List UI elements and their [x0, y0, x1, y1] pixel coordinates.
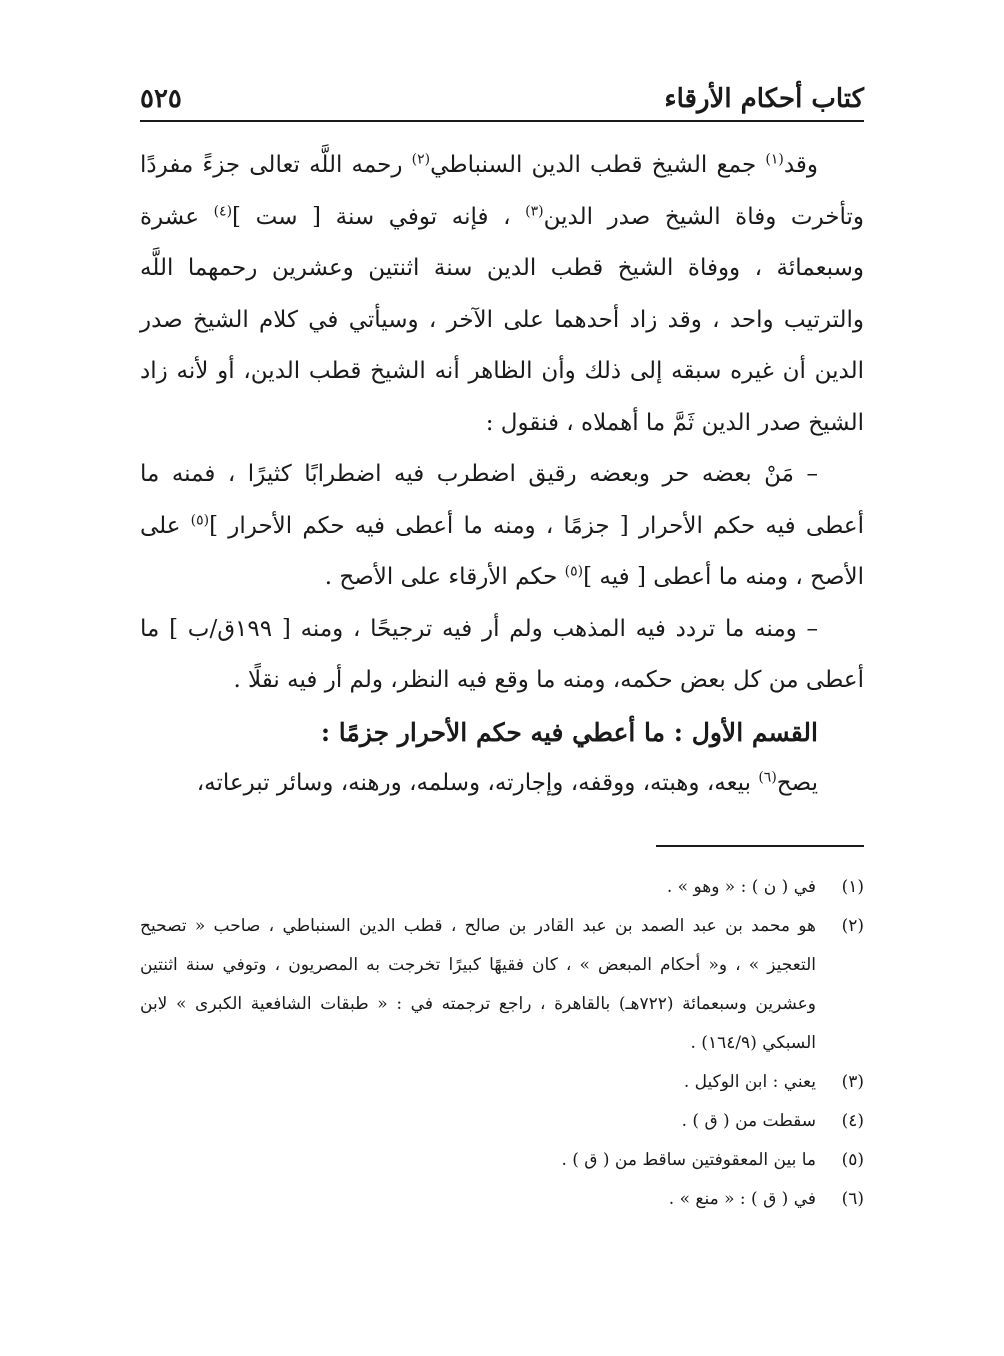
footnote-ref: (٦): [758, 769, 777, 786]
footnote-text: سقطت من ( ق ) .: [681, 1111, 816, 1131]
footnote-text: في ( ق ) : « منع » .: [668, 1189, 816, 1209]
text-span: وقد: [783, 152, 818, 178]
footnote-text: يعني : ابن الوكيل .: [683, 1072, 816, 1092]
main-text: [140, 140, 864, 810]
paragraph-1: [140, 140, 864, 449]
page-header: [140, 70, 864, 122]
page-number: ٥٢٥: [140, 84, 182, 114]
footnote-ref: (١): [765, 151, 784, 168]
footnote: [140, 907, 864, 1063]
footnote: [140, 1102, 864, 1141]
text-span: – مَنْ بعضه حر وبعضه رقيق اضطرب فيه اضطرابًا كثيرًا ، فمنه ما أعطى فيه حكم الأحرار [ جزمًا ، ومنه ما أعطى فيه حكم الأحرار ]: [140, 461, 864, 539]
footnote-ref: (٤): [213, 202, 233, 219]
footnote-separator: [656, 845, 864, 847]
text-span: يصح: [776, 770, 818, 796]
text-span: بيعه، وهبته، ووقفه، وإجارته، وسلمه، ورهنه، وسائر تبرعاته،: [196, 770, 759, 796]
footnotes: [140, 868, 864, 1219]
footnote-number: (٣): [841, 1072, 864, 1092]
text-span: رحمه اللَّه تعالى جزءً مفردًا وتأخرت وفاة الشيخ صدر الدين: [140, 152, 864, 230]
footnote-text: ما بين المعقوفتين ساقط من ( ق ) .: [561, 1150, 816, 1170]
footnote-number: (٢): [841, 916, 864, 936]
text-span: حكم الأرقاء على الأصح .: [324, 564, 565, 590]
paragraph-2: [140, 449, 864, 604]
footnote: [140, 1063, 864, 1102]
text-span: ، فإنه توفي سنة [ ست ]: [232, 203, 526, 230]
section-heading: القسم الأول : ما أعطي فيه حكم الأحرار جزمًا :: [320, 717, 818, 747]
text-span: عشرة وسبعمائة ، ووفاة الشيخ قطب الدين سنة اثنتين وعشرين رحمهما اللَّه والترتيب واحد ، وقد زاد أحدهما على الآخر ، وسيأتي في كلام الشيخ صدر الدين أن غيره سبقه إلى ذلك وأن الظاهر أنه الشيخ قطب الدين، أو لأنه زاد الشيخ صدر الدين ثَمَّ ما أهملاه ، فنقول :: [140, 203, 864, 436]
footnote: [140, 868, 864, 907]
footnote-ref: (٣): [525, 202, 544, 219]
footnote-text: هو محمد بن عبد الصمد بن عبد القادر بن صالح ، قطب الدين السنباطي ، صاحب « تصحيح التعجيز » ، و« أحكام المبعض » ، كان فقيهًا كبيرًا تخرجت به المصريون ، وتوفي سنة اثنتين وعشرين وسبعمائة (٧٢٢هـ) بالقاهرة ، راجع ترجمته في : « طبقات الشافعية الكبرى » لابن السبكي (١٦٤/٩) .: [140, 916, 816, 1053]
paragraph-3: – ومنه ما تردد فيه المذهب ولم أر فيه ترجيحًا ، ومنه [ ١٩٩ق/ب ] ما أعطى من كل بعض حكمه، ومنه ما وقع فيه النظر، ولم أر فيه نقلًا .: [140, 615, 864, 693]
paragraph-4: [140, 758, 864, 810]
footnote-number: (٤): [841, 1111, 864, 1131]
footnote-number: (١): [841, 877, 864, 897]
footnote: [140, 1180, 864, 1219]
footnote-ref: (٥): [190, 511, 210, 528]
footnote-ref: (٢): [411, 151, 431, 168]
text-span: على الأصح ، ومنه ما أعطى [ فيه ]: [140, 512, 864, 590]
footnote-ref: (٥): [564, 563, 584, 580]
footnote-text: في ( ن ) : « وهو » .: [666, 877, 816, 897]
text-span: جمع الشيخ قطب الدين السنباطي: [430, 152, 766, 178]
footnote: [140, 1141, 864, 1180]
footnote-number: (٦): [841, 1189, 864, 1209]
book-title: كتاب أحكام الأرقاء: [664, 84, 864, 114]
footnote-number: (٥): [841, 1150, 864, 1170]
